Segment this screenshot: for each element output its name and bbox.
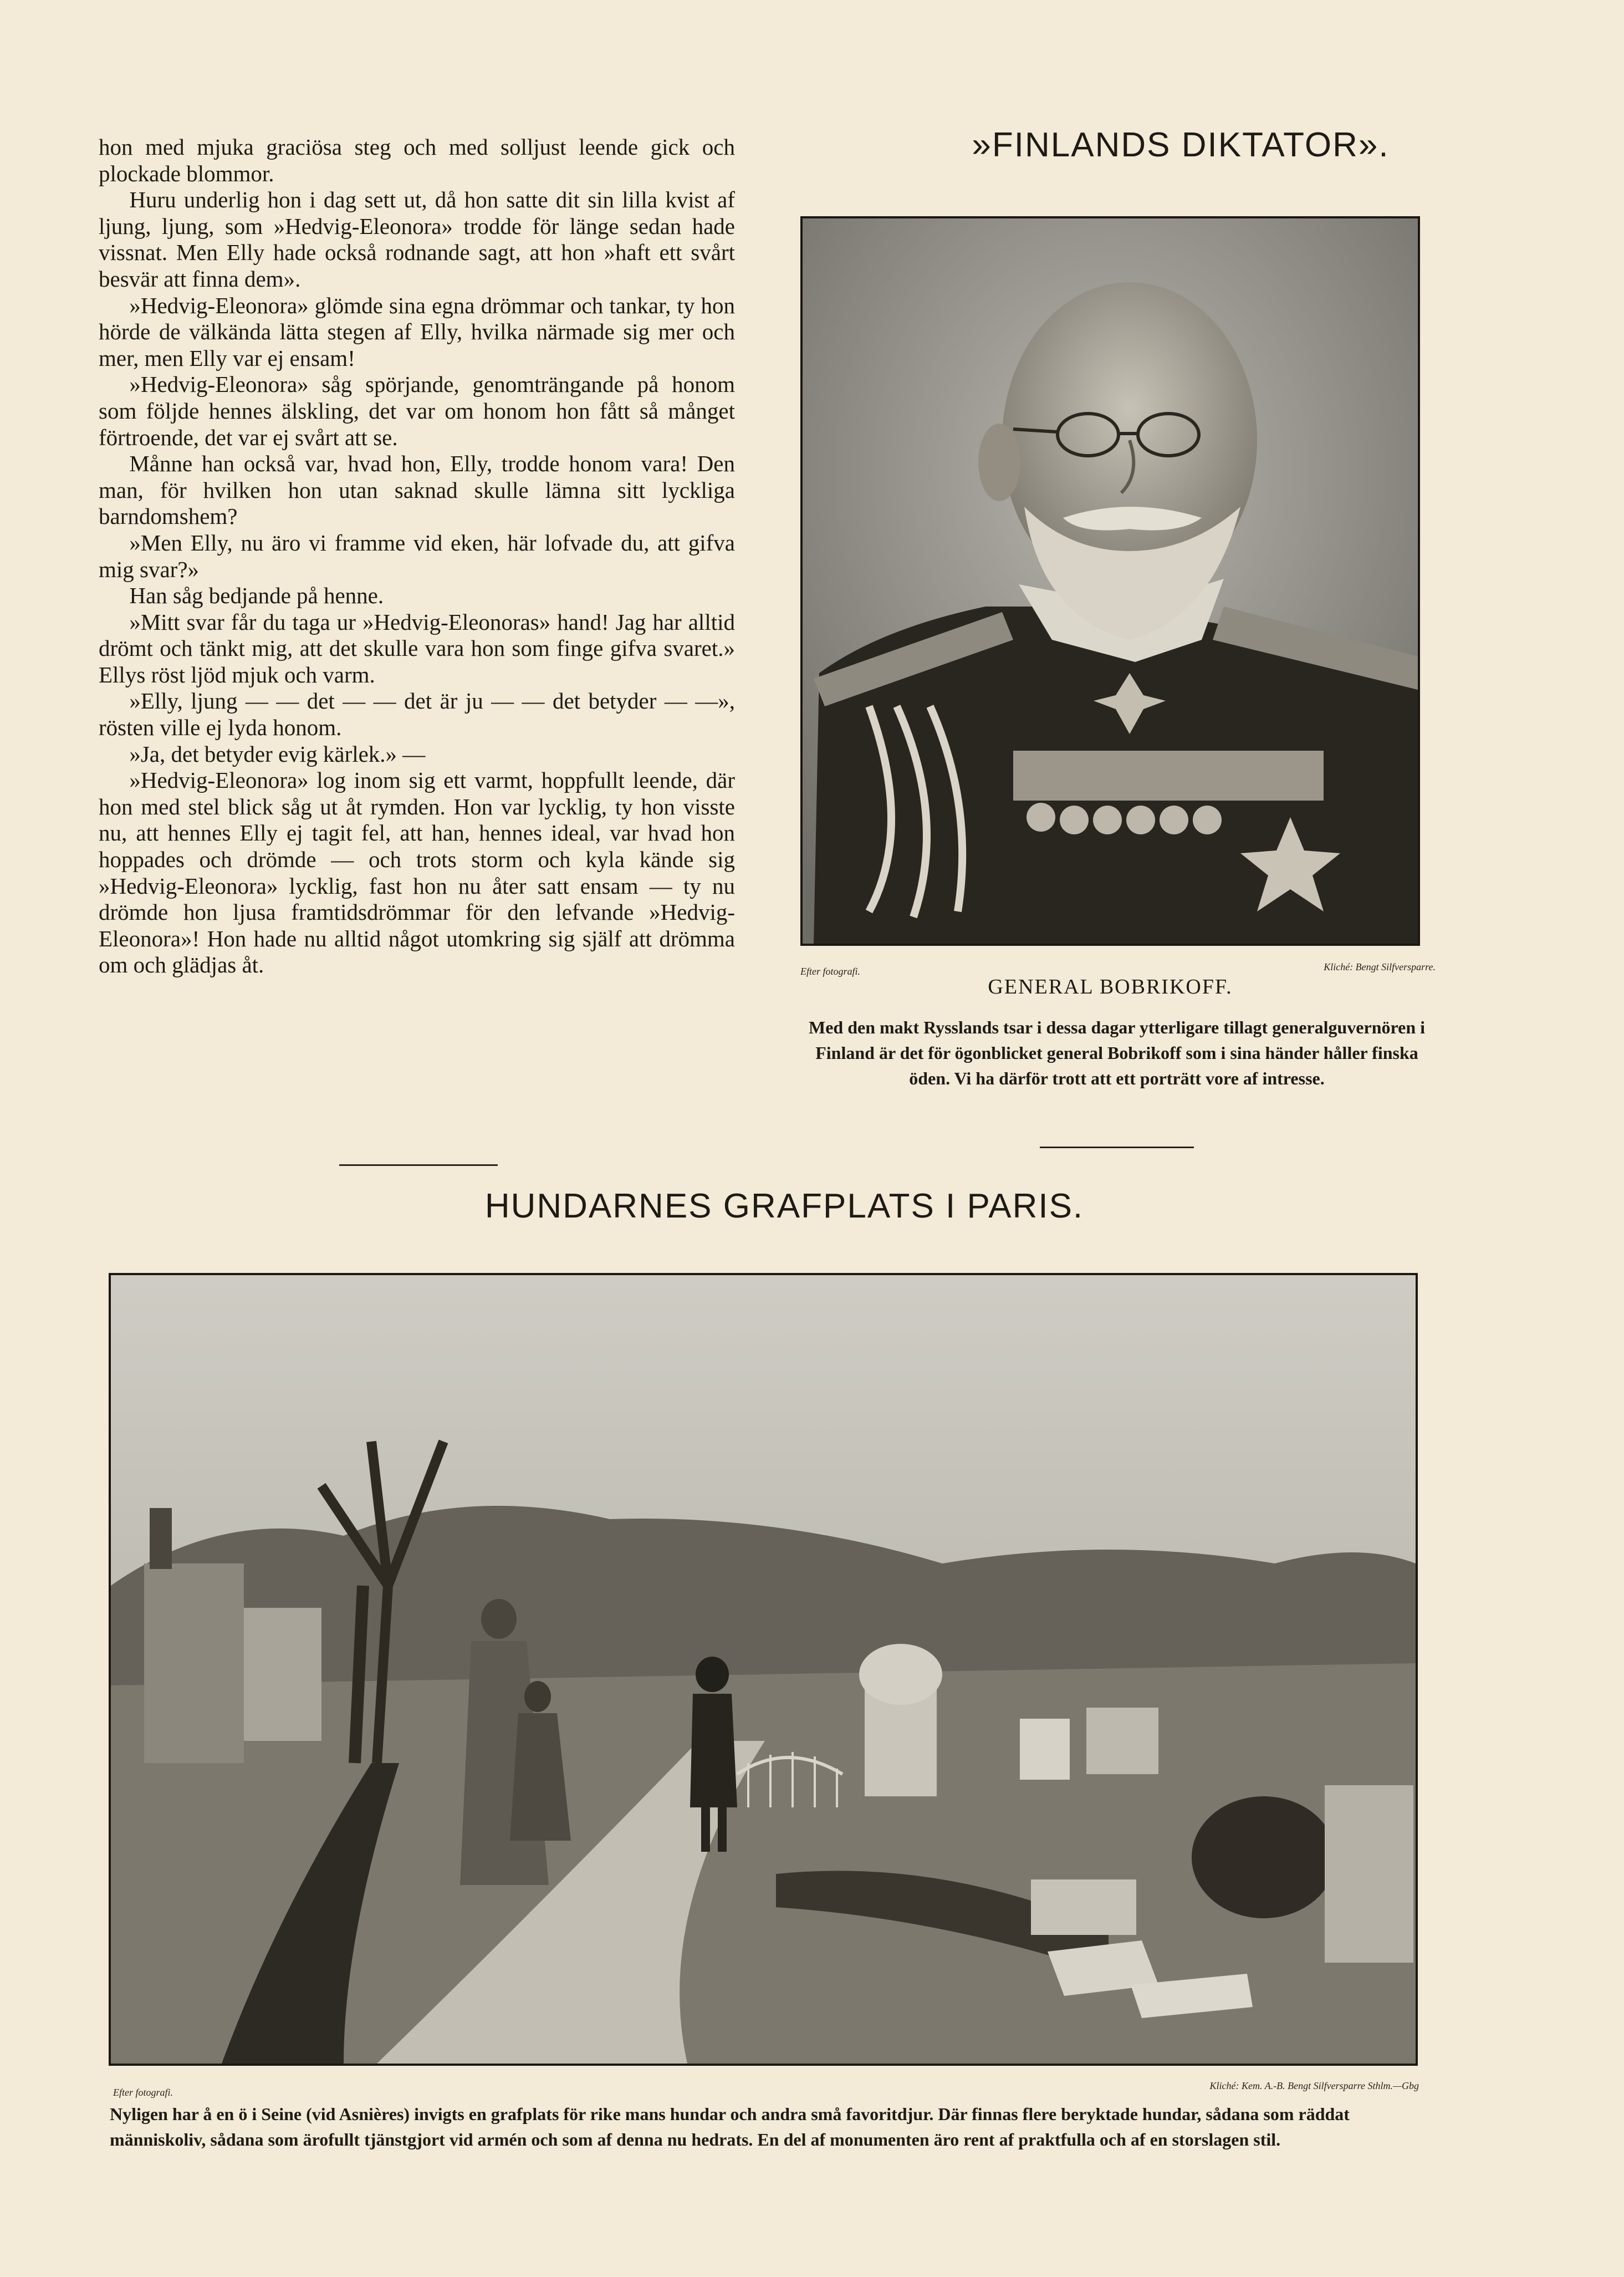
story-end-rule [339,1164,498,1166]
finland-heading: »FINLANDS DIKTATOR». [972,126,1390,164]
cemetery-photo [109,1273,1418,2066]
story-paragraph: Månne han också var, hvad hon, Elly, trodde honom vara! Den man, för hvilken hon utan saknad skulle lämna sitt lyckliga barndomshem? [99,451,735,529]
portrait-photo [800,216,1420,946]
portrait-caption: Med den makt Rysslands tsar i dessa dagar ytterligare tillagt generalguvernören i Finland är det för ögonblicket general Bobrikoff som i sina händer håller finska öden. Vi ha därför trott att ett porträtt vore af intresse. [808,1017,1425,1088]
story-paragraph: Huru underlig hon i dag sett ut, då hon satte dit sin lilla kvist af ljung, ljung, som »Hedvig-Eleonora» trodde för länge sedan hade vissnat. Men Elly hade också rodnande sagt, att hon »haft ett svårt besvär att finna dem». [99,187,735,292]
story-paragraph: »Hedvig-Eleonora» såg spörjande, genomträngande på honom som följde hennes älskling, det var om honom hon fått så månget förtroende, det var ej svårt att se. [99,371,735,450]
story-paragraph: hon med mjuka graciösa steg och med solljust leende gick och plockade blommor. [99,134,735,186]
story-column [99,134,735,979]
story-paragraph: »Hedvig-Eleonora» log inom sig ett varmt, hoppfullt leende, där hon med stel blick såg ut åt rymden. Hon var lycklig, ty hon visste nu, att hennes Elly ej tagit fel, att han, hennes ideal, var hvad hon hoppades och drömde — och trots storm och kyla kände sig »Hedvig-Eleonora» lycklig, fast hon nu åter satt ensam — ty nu drömde hon ljusa framtidsdrömmar för den lefvande »Hedvig-Eleonora»! Hon hade nu alltid något utomkring sig själf att drömma om och glädjas åt. [99,767,735,978]
portrait-photo-credit: Efter fotografi. [800,966,860,977]
story-paragraph: »Men Elly, nu äro vi framme vid eken, här lofvade du, att gifva mig svar?» [99,529,735,582]
portrait-name-caption: GENERAL BOBRIKOFF. [988,975,1233,999]
cemetery-caption: Nyligen har å en ö i Seine (vid Asnières) invigts en grafplats för rike mans hundar och andra små favoritdjur. Där finnas flere beryktade hundar, sådana som räddat människoliv, sådana som ärofullt tjänstgjort vid armén och som af denna nu hedrats. En del af monumenten äro rent af praktfulla och af en storslagen stil. [110,2104,1350,2149]
portrait-illustration [803,218,1418,944]
story-paragraph: »Ja, det betyder evig kärlek.» — [129,741,426,767]
cemetery-photo-credit: Efter fotografi. [113,2087,173,2098]
story-paragraph: »Hedvig-Eleonora» glömde sina egna drömmar och tankar, ty hon hörde de välkända lätta stegen af Elly, hvilka närmade sig mer och mer, men Elly var ej ensam! [99,292,735,371]
story-paragraph: Han såg bedjande på henne. [129,583,384,609]
story-paragraph: »Mitt svar får du taga ur »Hedvig-Eleonoras» hand! Jag har alltid drömt och tänkt mig, att det skulle vara hon som finge gifva svaret.» Ellys röst ljöd mjuk och varm. [99,609,735,687]
paris-heading: HUNDARNES GRAFPLATS I PARIS. [484,1187,1084,1225]
story-paragraph: »Elly, ljung — — det — — det är ju — — det betyder — —», rösten ville ej lyda honom. [99,688,735,741]
cemetery-engraving-credit: Kliché: Kem. A.-B. Bengt Silfversparre Sthlm.—Gbg [1209,2080,1419,2091]
portrait-end-rule [1040,1147,1194,1148]
portrait-engraving-credit: Kliché: Bengt Silfversparre. [1324,961,1436,972]
cemetery-illustration [111,1275,1416,2064]
